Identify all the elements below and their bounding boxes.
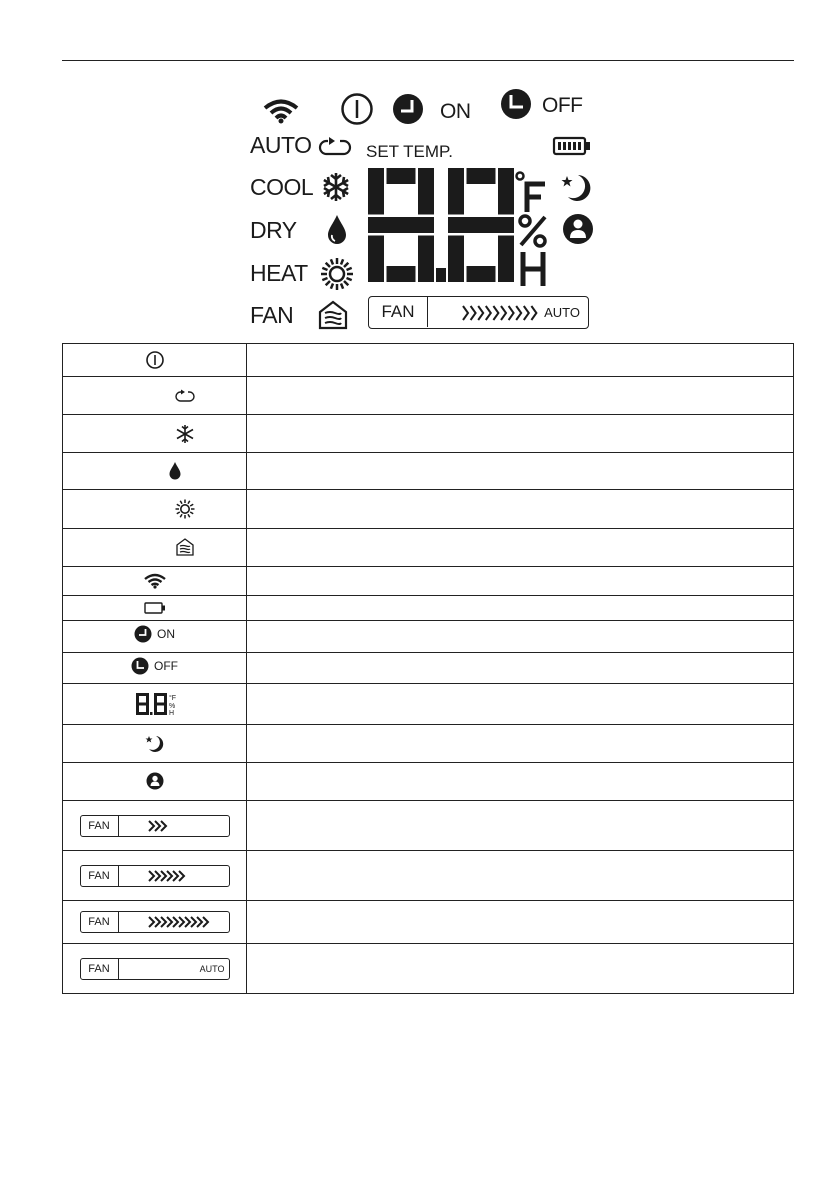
timer-on-icon bbox=[392, 93, 424, 125]
timer-off-icon-group bbox=[131, 657, 178, 675]
set-temp-label: SET TEMP. bbox=[366, 142, 453, 161]
description-cell bbox=[247, 529, 794, 567]
fan-bar-mid bbox=[80, 865, 230, 887]
fan-bar-label: FAN bbox=[81, 816, 119, 836]
icon-cell bbox=[63, 684, 247, 725]
chevron-mark bbox=[516, 306, 521, 320]
unit-fahrenheit bbox=[515, 170, 549, 214]
chevron-mark bbox=[471, 306, 476, 320]
table-row bbox=[63, 763, 794, 801]
sleep-moon-icon bbox=[145, 734, 165, 752]
icon-cell bbox=[63, 901, 247, 944]
fan-bar-low bbox=[80, 815, 230, 837]
chevron-mark bbox=[161, 821, 166, 831]
digits-display-icon bbox=[135, 692, 175, 716]
fan-chevrons bbox=[148, 916, 212, 928]
seven-seg-digit bbox=[447, 167, 515, 283]
description-cell bbox=[247, 415, 794, 453]
unit-percent bbox=[518, 214, 548, 248]
description-cell bbox=[247, 567, 794, 596]
chevron-mark bbox=[161, 917, 166, 927]
table-row bbox=[63, 490, 794, 529]
person-icon bbox=[562, 213, 594, 245]
icon-cell bbox=[63, 596, 247, 621]
unit-hours bbox=[519, 252, 547, 286]
snowflake-icon bbox=[175, 424, 195, 444]
icon-cell bbox=[63, 453, 247, 490]
table-row bbox=[63, 851, 794, 901]
icon-cell bbox=[63, 763, 247, 801]
snowflake-icon bbox=[320, 171, 352, 203]
table-row bbox=[63, 801, 794, 851]
description-cell bbox=[247, 763, 794, 801]
chevron-mark bbox=[191, 917, 196, 927]
fan-auto-label: AUTO bbox=[199, 963, 225, 974]
description-cell bbox=[247, 653, 794, 684]
fan-bar-auto bbox=[80, 958, 230, 980]
wifi-icon bbox=[144, 573, 166, 589]
fan-bar-label: FAN bbox=[81, 866, 119, 886]
svg-text:°F: °F bbox=[168, 695, 176, 702]
battery-icon bbox=[553, 137, 591, 155]
chevron-mark bbox=[155, 871, 160, 881]
chevron-mark bbox=[167, 917, 172, 927]
chevron-mark bbox=[185, 917, 190, 927]
icon-cell bbox=[63, 567, 247, 596]
timer-off-icon bbox=[500, 88, 532, 120]
chevron-mark bbox=[486, 306, 491, 320]
table-row bbox=[63, 621, 794, 653]
icon-cell bbox=[63, 944, 247, 994]
chevron-mark bbox=[149, 871, 154, 881]
fan-chevrons bbox=[148, 870, 188, 882]
icon-cell bbox=[63, 653, 247, 684]
table-row bbox=[63, 567, 794, 596]
svg-text:%: % bbox=[168, 703, 175, 710]
description-cell bbox=[247, 901, 794, 944]
description-cell bbox=[247, 596, 794, 621]
sleep-moon-icon bbox=[560, 171, 594, 203]
fan-chevrons bbox=[461, 305, 541, 321]
icon-reference-table bbox=[62, 343, 794, 994]
timer-label: OFF bbox=[154, 658, 178, 673]
chevron-mark bbox=[531, 306, 536, 320]
description-cell bbox=[247, 621, 794, 653]
chevron-mark bbox=[173, 917, 178, 927]
chevron-mark bbox=[161, 871, 166, 881]
chevron-mark bbox=[493, 306, 498, 320]
description-cell bbox=[247, 851, 794, 901]
mode-cool-label: COOL bbox=[250, 174, 314, 200]
fan-bar-label: FAN bbox=[81, 959, 119, 979]
decimal-point bbox=[436, 268, 446, 282]
mode-auto-label: AUTO bbox=[250, 132, 312, 158]
auto-cycle-icon bbox=[318, 134, 352, 156]
icon-cell bbox=[63, 801, 247, 851]
fan-auto-label: AUTO bbox=[544, 305, 580, 320]
table-row bbox=[63, 344, 794, 377]
chevron-mark bbox=[203, 917, 208, 927]
description-cell bbox=[247, 344, 794, 377]
description-cell bbox=[247, 490, 794, 529]
chevron-mark bbox=[197, 917, 202, 927]
description-cell bbox=[247, 453, 794, 490]
chevron-mark bbox=[524, 306, 529, 320]
sun-icon bbox=[320, 257, 354, 291]
chevron-mark bbox=[173, 871, 178, 881]
icon-cell bbox=[63, 725, 247, 763]
power-icon bbox=[340, 92, 374, 126]
timer-label: ON bbox=[157, 627, 175, 641]
battery-empty-icon bbox=[144, 602, 166, 614]
fan-chevrons bbox=[148, 820, 170, 832]
mode-heat-label: HEAT bbox=[250, 260, 308, 286]
icon-cell bbox=[63, 621, 247, 653]
drop-icon bbox=[326, 214, 348, 246]
timer-on-label: ON bbox=[440, 100, 471, 123]
timer-on-icon-group bbox=[134, 625, 175, 643]
chevron-mark bbox=[167, 871, 172, 881]
table-row bbox=[63, 725, 794, 763]
description-cell bbox=[247, 725, 794, 763]
table-row bbox=[63, 944, 794, 994]
icon-cell bbox=[63, 344, 247, 377]
fan-speed-bar bbox=[368, 296, 589, 329]
timer-on-icon bbox=[134, 625, 152, 643]
fan-mode-icon bbox=[176, 538, 194, 556]
description-cell bbox=[247, 944, 794, 994]
description-cell bbox=[247, 377, 794, 415]
lcd-display-diagram bbox=[0, 0, 839, 340]
description-cell bbox=[247, 684, 794, 725]
fan-mode-icon bbox=[318, 300, 348, 330]
icon-cell bbox=[63, 415, 247, 453]
chevron-mark bbox=[501, 306, 506, 320]
fan-bar-high bbox=[80, 911, 230, 933]
drop-icon bbox=[168, 461, 182, 481]
fan-bar-label: FAN bbox=[81, 912, 119, 932]
table-row bbox=[63, 901, 794, 944]
fan-bar-label: FAN bbox=[369, 297, 428, 327]
table-row bbox=[63, 377, 794, 415]
chevron-mark bbox=[509, 306, 514, 320]
table-row bbox=[63, 529, 794, 567]
chevron-mark bbox=[155, 917, 160, 927]
table-row bbox=[63, 596, 794, 621]
auto-cycle-icon bbox=[175, 388, 195, 402]
table-row bbox=[63, 453, 794, 490]
chevron-mark bbox=[149, 821, 154, 831]
icon-cell bbox=[63, 490, 247, 529]
power-icon bbox=[145, 350, 165, 370]
chevron-mark bbox=[463, 306, 468, 320]
description-cell bbox=[247, 801, 794, 851]
table-row bbox=[63, 415, 794, 453]
table-row bbox=[63, 684, 794, 725]
svg-text:H: H bbox=[168, 710, 174, 717]
seven-seg-digit bbox=[367, 167, 435, 283]
mode-fan-label: FAN bbox=[250, 302, 294, 328]
digits-display bbox=[366, 166, 516, 286]
person-icon bbox=[146, 772, 164, 790]
sun-icon bbox=[175, 499, 195, 519]
chevron-mark bbox=[478, 306, 483, 320]
icon-cell bbox=[63, 851, 247, 901]
wifi-icon bbox=[263, 98, 299, 124]
icon-cell bbox=[63, 529, 247, 567]
chevron-mark bbox=[155, 821, 160, 831]
chevron-mark bbox=[179, 871, 184, 881]
chevron-mark bbox=[149, 917, 154, 927]
icon-cell bbox=[63, 377, 247, 415]
chevron-mark bbox=[179, 917, 184, 927]
timer-off-icon bbox=[131, 657, 149, 675]
table-row bbox=[63, 653, 794, 684]
mode-dry-label: DRY bbox=[250, 217, 297, 243]
timer-off-label: OFF bbox=[542, 94, 583, 117]
